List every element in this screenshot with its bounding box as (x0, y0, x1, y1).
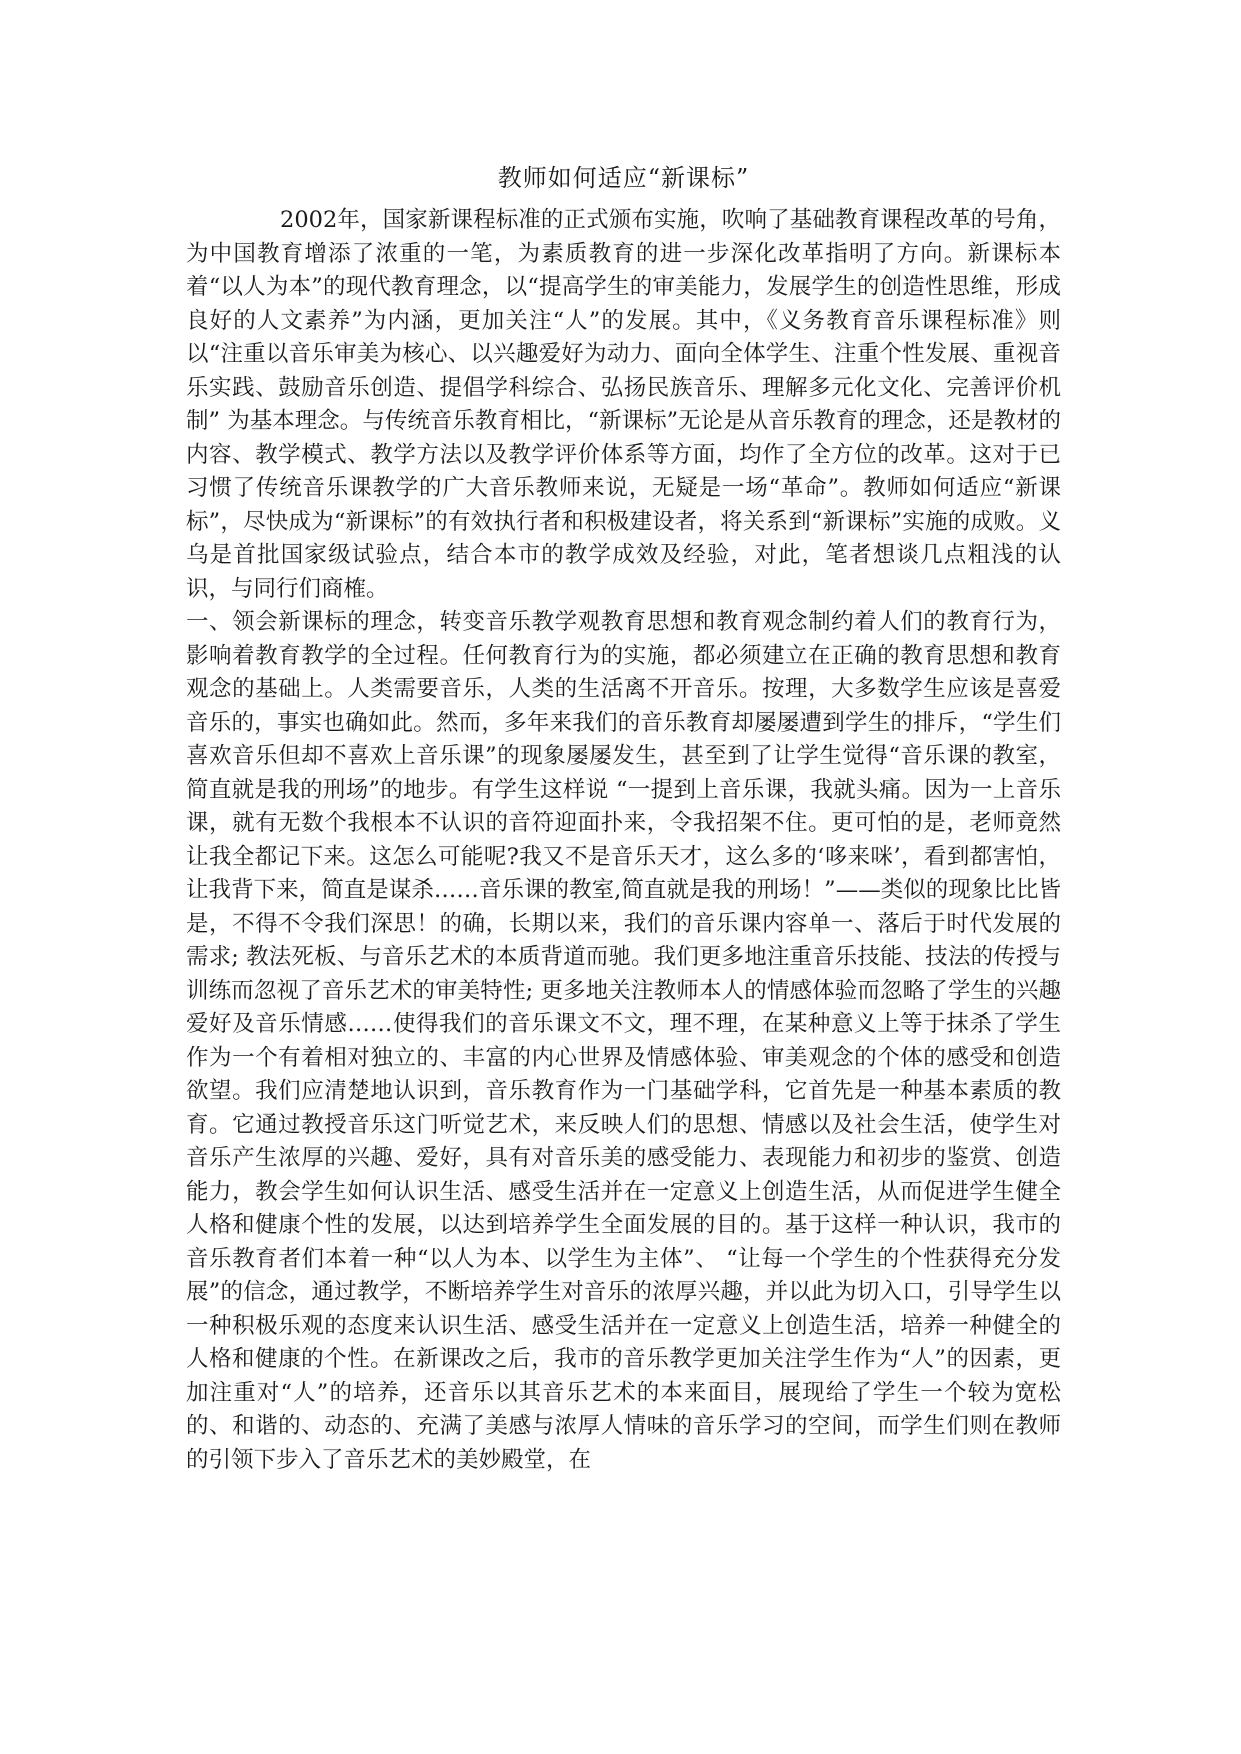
intro-paragraph: 2002年，国家新课程标准的正式颁布实施，吹响了基础教育课程改革的号角，为中国教育增添了浓重的一笔，为素质教育的进一步深化改革指明了方向。新课标本着“以人为本”的现代教育理念，以“提高学生的审美能力，发展学生的创造性思维，形成良好的人文素养”为内涵，更加关注“人”的发展。其中，《义务教育音乐课程标准》则以“注重以音乐审美为核心、以兴趣爱好为动力、面向全体学生、注重个性发展、重视音乐实践、鼓励音乐创造、提倡学科综合、弘扬民族音乐、理解多元化文化、完善评价机制” 为基本理念。与传统音乐教育相比，“新课标”无论是从音乐教育的理念，还是教材的内容、教学模式、教学方法以及教学评价体系等方面，均作了全方位的改革。这对于已习惯了传统音乐课教学的广大音乐教师来说，无疑是一场“革命”。教师如何适应“新课标”，尽快成为“新课标”的有效执行者和积极建设者，将关系到“新课标”实施的成败。义乌是首批国家级试验点，结合本市的教学成效及经验，对此，笔者想谈几点粗浅的认识，与同行们商榷。 (186, 207, 1061, 602)
document-page (186, 158, 1061, 1477)
section-one-paragraph: 一、领会新课标的理念，转变音乐教学观教育思想和教育观念制约着人们的教育行为，影响着教育教学的全过程。任何教育行为的实施，都必须建立在正确的教育思想和教育观念的基础上。人类需要音乐，人类的生活离不开音乐。按理，大多数学生应该是喜爱音乐的，事实也确如此。然而，多年来我们的音乐教育却屡屡遭到学生的排斥，“学生们喜欢音乐但却不喜欢上音乐课”的现象屡屡发生，甚至到了让学生觉得“音乐课的教室，简直就是我的刑场”的地步。有学生这样说 “一提到上音乐课，我就头痛。因为一上音乐课，就有无数个我根本不认识的音符迎面扑来，令我招架不住。更可怕的是，老师竟然让我全都记下来。这怎么可能呢?我又不是音乐天才，这么多的‘哆来咪’，看到都害怕，让我背下来，简直是谋杀……音乐课的教室,简直就是我的刑场！”——类似的现象比比皆是，不得不令我们深思！的确，长期以来，我们的音乐课内容单一、落后于时代发展的需求; 教法死板、与音乐艺术的本质背道而驰。我们更多地注重音乐技能、技法的传授与训练而忽视了音乐艺术的审美特性; 更多地关注教师本人的情感体验而忽略了学生的兴趣爱好及音乐情感……使得我们的音乐课文不文，理不理，在某种意义上等于抹杀了学生作为一个有着相对独立的、丰富的内心世界及情感体验、审美观念的个体的感受和创造欲望。我们应清楚地认识到，音乐教育作为一门基础学科，它首先是一种基本素质的教育。它通过教授音乐这门听觉艺术，来反映人们的思想、情感以及社会生活，使学生对音乐产生浓厚的兴趣、爱好，具有对音乐美的感受能力、表现能力和初步的鉴赏、创造能力，教会学生如何认识生活、感受生活并在一定意义上创造生活，从而促进学生健全人格和健康个性的发展，以达到培养学生全面发展的目的。基于这样一种认识，我市的音乐教育者们本着一种“以人为本、以学生为主体”、 “让每一个学生的个性获得充分发展”的信念，通过教学，不断培养学生对音乐的浓厚兴趣，并以此为切入口，引导学生以一种积极乐观的态度来认识生活、感受生活并在一定意义上创造生活，培养一种健全的人格和健康的个性。在新课改之后，我市的音乐教学更加关注学生作为“人”的因素，更加注重对“人”的培养，还音乐以其音乐艺术的本来面目，展现给了学生一个较为宽松的、和谐的、动态的、充满了美感与浓厚人情味的音乐学习的空间，而学生们则在教师的引领下步入了音乐艺术的美妙殿堂，在 (186, 609, 1061, 1473)
document-title: 教师如何适应“新课标” (497, 164, 750, 192)
